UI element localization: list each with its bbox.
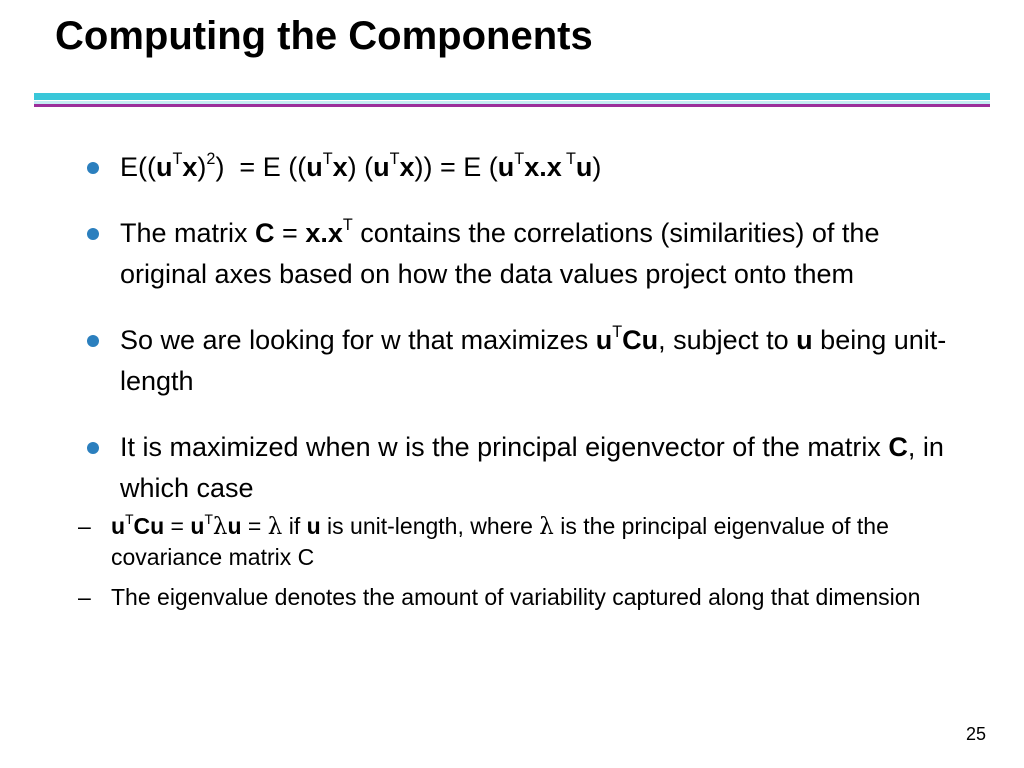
vector-u: u xyxy=(796,325,813,355)
text: contains the correlations (similarities) of the original axes based on how the data values project onto them xyxy=(120,218,880,289)
text: is the principal eigenvalue of the covariance matrix C xyxy=(111,513,889,570)
text: if xyxy=(282,513,307,539)
lambda-symbol: λ xyxy=(539,514,554,540)
lambda-symbol: λ xyxy=(212,514,228,540)
text: ) xyxy=(592,152,602,182)
superscript-t: T xyxy=(612,323,623,342)
text: ) xyxy=(197,152,207,182)
text: , subject to xyxy=(658,325,797,355)
cu-term: Cu xyxy=(622,325,659,355)
vector-u: u xyxy=(373,152,390,182)
text: = xyxy=(241,513,268,539)
text: E(( xyxy=(120,152,156,182)
superscript-t: T xyxy=(204,511,213,527)
superscript-t: T xyxy=(514,150,525,169)
bullet-eigenvector xyxy=(87,427,947,509)
vector-x: x xyxy=(182,152,198,182)
superscript-t: T xyxy=(389,150,400,169)
matrix-c: C xyxy=(255,218,275,248)
superscript-t: T xyxy=(125,511,134,527)
superscript-2: 2 xyxy=(206,150,216,169)
text: is unit-length, where xyxy=(320,513,540,539)
outer-product-x: x.x xyxy=(305,218,343,248)
dash-marker: – xyxy=(78,513,91,539)
vector-x: x xyxy=(332,152,348,182)
bullet-matrix-c xyxy=(87,213,947,295)
text: It is maximized when w is the principal eigenvector of the matrix xyxy=(120,432,889,462)
vector-u: u xyxy=(497,152,515,182)
text: = xyxy=(164,513,191,539)
text: The matrix xyxy=(120,218,256,248)
bullet-list xyxy=(78,147,947,612)
vector-u: u xyxy=(156,152,173,182)
vector-u: u xyxy=(306,513,321,539)
lambda-symbol: λ xyxy=(267,514,283,540)
vector-u: u xyxy=(575,152,593,182)
cu-term: Cu xyxy=(133,513,165,539)
text: The eigenvalue denotes the amount of variability captured along that dimension xyxy=(111,584,921,610)
matrix-c: C xyxy=(888,432,908,462)
sub-bullet-variability xyxy=(54,582,947,612)
text: = xyxy=(274,218,306,248)
text: )) = E ( xyxy=(414,152,498,182)
text: ) = E (( xyxy=(215,152,307,182)
vector-x: x xyxy=(399,152,415,182)
superscript-t: T xyxy=(322,150,333,169)
sub-bullet-eigenvalue-equation xyxy=(54,511,947,572)
vector-u: u xyxy=(111,513,126,539)
vector-u: u xyxy=(227,513,242,539)
sub-bullet-list xyxy=(54,511,947,612)
page-number: 25 xyxy=(966,724,987,744)
vector-u: u xyxy=(306,152,323,182)
bullet-dot-icon xyxy=(87,162,99,174)
slide-title: Computing the Components xyxy=(55,14,593,58)
title-divider-cyan xyxy=(34,93,990,100)
superscript-t: T xyxy=(172,150,183,169)
superscript-t: T xyxy=(342,216,353,235)
text: , in which case xyxy=(120,432,944,503)
bullet-dot-icon xyxy=(87,442,99,454)
superscript-t: T xyxy=(561,150,576,169)
vector-u: u xyxy=(190,513,205,539)
bullet-maximize xyxy=(87,320,947,402)
title-divider-purple xyxy=(34,104,990,107)
bullet-expectation xyxy=(87,147,947,188)
text: being unit-length xyxy=(120,325,947,396)
dash-marker: – xyxy=(78,584,91,610)
text: So we are looking for w that maximizes xyxy=(120,325,596,355)
vector-u: u xyxy=(595,325,613,355)
bullet-dot-icon xyxy=(87,228,99,240)
bullet-dot-icon xyxy=(87,335,99,347)
text: ) ( xyxy=(347,152,374,182)
outer-product-x: x.x xyxy=(524,152,562,182)
